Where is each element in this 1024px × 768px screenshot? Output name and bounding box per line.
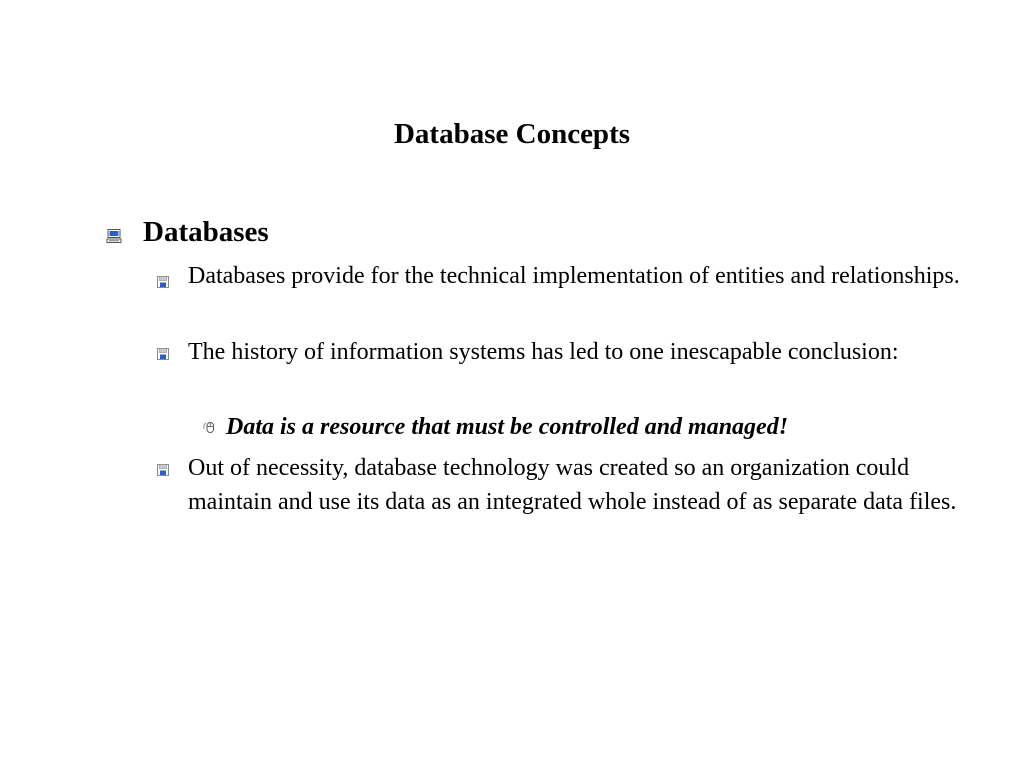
list-item-out-of-necessity: Out of necessity, database technology was created so an organization could maintain and use its data as an integrated whole instead of as separate data files. — [188, 455, 957, 515]
floppy-disk-icon — [157, 348, 169, 360]
list-item-data-resource: Data is a resource that must be controlled and managed! — [226, 414, 789, 440]
list-item-databases-provide: Databases provide for the technical implementation of entities and relationships. — [188, 263, 960, 289]
floppy-disk-icon — [157, 276, 169, 288]
floppy-disk-icon — [157, 464, 169, 476]
heading-databases: Databases — [143, 216, 269, 248]
slide-title: Database Concepts — [393, 118, 631, 150]
computer-icon — [106, 228, 122, 244]
mouse-icon — [201, 419, 217, 435]
list-item-history: The history of information systems has led to one inescapable conclusion: — [188, 339, 899, 365]
